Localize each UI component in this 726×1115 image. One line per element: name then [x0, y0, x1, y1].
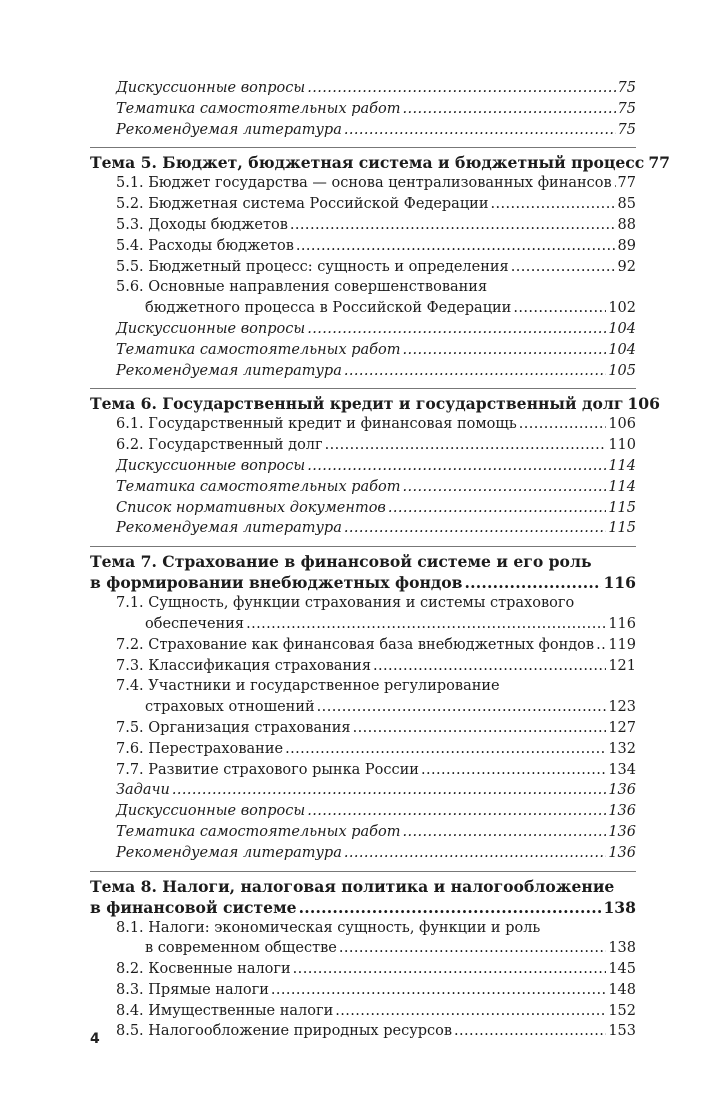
- dot-leader: [373, 656, 606, 677]
- dot-leader: [307, 801, 606, 822]
- dot-leader: [596, 635, 606, 656]
- entry-title: 7.4. Участники и государственное регулирование: [116, 678, 500, 695]
- entry-page: 132: [608, 740, 636, 757]
- entry-page: 88: [617, 216, 636, 233]
- topic-8: [90, 871, 636, 918]
- entry-title-cont: в современном обществе: [145, 940, 337, 957]
- dot-leader: [344, 120, 616, 141]
- entry-page: 114: [608, 457, 636, 474]
- toc-entry[interactable]: [90, 456, 636, 477]
- topic-8-sections: [90, 918, 636, 1043]
- page-number: 4: [90, 1031, 100, 1047]
- toc-entry[interactable]: [90, 822, 636, 843]
- entry-title: 6.1. Государственный кредит и финансовая помощь: [116, 416, 517, 433]
- entry-title: Тематика самостоятельных работ: [116, 100, 401, 117]
- entry-page: 75: [617, 80, 636, 96]
- toc-entry[interactable]: [90, 801, 636, 822]
- entry-page: 136: [608, 844, 636, 861]
- entry-page: 92: [617, 258, 636, 275]
- entry-title: 8.3. Прямые налоги: [116, 981, 269, 998]
- entry-title: 5.6. Основные направления совершенствования: [116, 279, 488, 296]
- entry-title: 7.2. Страхование как финансовая база внебюджетных фондов: [116, 636, 595, 653]
- topic-5-sections: [90, 173, 636, 381]
- table-of-contents: [90, 78, 671, 1042]
- dot-leader: [325, 435, 607, 456]
- toc-entry[interactable]: [90, 236, 636, 257]
- dot-leader: [307, 78, 615, 99]
- dot-leader: [344, 518, 606, 539]
- dot-leader: [344, 843, 606, 864]
- entry-page: 136: [608, 823, 636, 840]
- topic-page: 77: [648, 153, 671, 173]
- entry-page: 104: [608, 341, 636, 358]
- dot-leader: [271, 980, 606, 1001]
- topic-title[interactable]: Тема 7. Страхование в финансовой системе и его роль: [90, 552, 592, 572]
- entry-title: Рекомендуемая литература: [116, 844, 342, 861]
- entry-page: 116: [608, 615, 636, 632]
- entry-page: 105: [608, 362, 636, 379]
- topic-page: 138: [603, 897, 636, 917]
- entry-continuation: [116, 938, 636, 959]
- toc-entry[interactable]: [90, 718, 636, 739]
- toc-entry[interactable]: [90, 257, 636, 278]
- toc-entry[interactable]: [90, 194, 636, 215]
- topic-7: [90, 546, 636, 593]
- entry-page: 121: [608, 657, 636, 674]
- dot-leader: [299, 897, 602, 918]
- entry-page: 104: [608, 320, 636, 337]
- topic-title[interactable]: Тема 8. Налоги, налоговая политика и налогообложение: [90, 876, 615, 896]
- entry-title-cont: бюджетного процесса в Российской Федерации: [145, 300, 512, 317]
- entry-title: 7.1. Сущность, функции страхования и системы страхового: [116, 595, 575, 612]
- entry-page: 153: [608, 1023, 636, 1040]
- toc-entry-multiline[interactable]: [90, 593, 636, 635]
- toc-entry[interactable]: [90, 414, 636, 435]
- entry-page: 75: [617, 100, 636, 117]
- entry-title: Дискуссионные вопросы: [116, 803, 306, 820]
- toc-entry[interactable]: [90, 959, 636, 980]
- topic-6: [90, 388, 660, 414]
- entry-title: 5.1. Бюджет государства — основа централизованных финансов: [116, 175, 612, 192]
- topic-page: 106: [627, 394, 660, 414]
- entry-title: 8.5. Налогообложение природных ресурсов: [116, 1023, 453, 1040]
- entry-title: 7.5. Организация страхования: [116, 719, 351, 736]
- entry-title: 5.2. Бюджетная система Российской Федерации: [116, 196, 489, 213]
- dot-leader: [307, 456, 606, 477]
- entry-title: Список нормативных документов: [116, 499, 386, 516]
- entry-page: 77: [617, 175, 636, 192]
- entry-page: 152: [608, 1002, 636, 1019]
- entry-title: Тематика самостоятельных работ: [116, 823, 401, 840]
- toc-entry[interactable]: [90, 980, 636, 1001]
- toc-entry-multiline[interactable]: [90, 918, 636, 960]
- dot-leader: [335, 1001, 606, 1022]
- dot-leader: [317, 697, 607, 718]
- entry-title: Тематика самостоятельных работ: [116, 478, 401, 495]
- dot-leader: [519, 414, 607, 435]
- toc-entry[interactable]: [90, 477, 636, 498]
- toc-entry[interactable]: [90, 215, 636, 236]
- entry-title: Дискуссионные вопросы: [116, 457, 306, 474]
- entry-title: Рекомендуемая литература: [116, 121, 342, 138]
- entry-page: 136: [608, 803, 636, 820]
- entry-continuation: [116, 614, 636, 635]
- topic-title: Тема 6. Государственный кредит и государственный долг: [90, 394, 624, 414]
- dot-leader: [403, 340, 607, 361]
- entry-title: 7.3. Классификация страхования: [116, 657, 371, 674]
- entry-title: 7.7. Развитие страхового рынка России: [116, 761, 419, 778]
- entry-page: 89: [617, 237, 636, 254]
- entry-title: Дискуссионные вопросы: [116, 80, 306, 96]
- toc-entry-multiline[interactable]: [90, 676, 636, 718]
- topic-title: Тема 5. Бюджет, бюджетная система и бюджетный процесс: [90, 153, 645, 173]
- entry-title: Дискуссионные вопросы: [116, 320, 306, 337]
- entry-title: 6.2. Государственный долг: [116, 437, 323, 454]
- toc-entry[interactable]: [90, 435, 636, 456]
- toc-entry[interactable]: [90, 319, 636, 340]
- entry-title: Тематика самостоятельных работ: [116, 341, 401, 358]
- toc-entry[interactable]: [90, 760, 636, 781]
- entry-page: 85: [617, 196, 636, 213]
- entry-title: 8.2. Косвенные налоги: [116, 961, 291, 978]
- entry-title: 5.3. Доходы бюджетов: [116, 216, 288, 233]
- dot-leader: [344, 361, 606, 382]
- entry-title: 5.4. Расходы бюджетов: [116, 237, 294, 254]
- dot-leader: [290, 215, 616, 236]
- topic-page: 116: [603, 573, 636, 593]
- dot-leader: [513, 298, 606, 319]
- dot-leader: [285, 739, 606, 760]
- entry-title-cont: обеспечения: [145, 615, 245, 632]
- entry-page: 119: [608, 636, 636, 653]
- entry-page: 110: [608, 437, 636, 454]
- entry-title: Рекомендуемая литература: [116, 362, 342, 379]
- dot-leader: [388, 498, 606, 519]
- toc-entry[interactable]: [90, 656, 636, 677]
- entry-page: 138: [608, 940, 636, 957]
- entry-page: 123: [608, 699, 636, 716]
- dot-leader: [403, 99, 616, 120]
- topic-6-sections: [90, 414, 636, 539]
- topic-5: [90, 147, 671, 173]
- topic-heading[interactable]: [90, 897, 636, 918]
- previous-topic-extras: [90, 78, 636, 140]
- entry-page: 115: [608, 520, 636, 537]
- entry-title: 8.4. Имущественные налоги: [116, 1002, 334, 1019]
- entry-title: 8.1. Налоги: экономическая сущность, функции и роль: [116, 919, 541, 936]
- dot-leader: [465, 572, 602, 593]
- entry-page: 75: [617, 121, 636, 138]
- topic-7-sections: [90, 593, 636, 863]
- dot-leader: [296, 236, 616, 257]
- entry-title: Задачи: [116, 782, 170, 799]
- dot-leader: [454, 1021, 606, 1042]
- toc-entry[interactable]: [90, 361, 636, 382]
- entry-title: 5.5. Бюджетный процесс: сущность и определения: [116, 258, 509, 275]
- entry-continuation: [116, 697, 636, 718]
- entry-page: 115: [608, 499, 636, 516]
- entry-title: Рекомендуемая литература: [116, 520, 342, 537]
- toc-entry[interactable]: [90, 635, 636, 656]
- topic-heading[interactable]: [90, 152, 671, 173]
- toc-entry[interactable]: [90, 1001, 636, 1022]
- toc-entry[interactable]: [90, 498, 636, 519]
- dot-leader: [307, 319, 606, 340]
- toc-entry-multiline[interactable]: [90, 277, 636, 319]
- toc-entry[interactable]: [90, 78, 636, 99]
- entry-page: 106: [608, 416, 636, 433]
- entry-page: 136: [608, 782, 636, 799]
- dot-leader: [421, 760, 606, 781]
- toc-entry[interactable]: [90, 1021, 636, 1042]
- entry-page: 148: [608, 981, 636, 998]
- toc-entry[interactable]: [90, 173, 636, 194]
- toc-entry[interactable]: [90, 739, 636, 760]
- toc-entry[interactable]: [90, 780, 636, 801]
- entry-page: 114: [608, 478, 636, 495]
- entry-page: 145: [608, 961, 636, 978]
- topic-heading[interactable]: [90, 393, 660, 414]
- entry-page: 102: [608, 300, 636, 317]
- dot-leader: [511, 257, 616, 278]
- dot-leader: [353, 718, 607, 739]
- dot-leader: [293, 959, 607, 980]
- dot-leader: [172, 780, 606, 801]
- entry-continuation: [116, 298, 636, 319]
- dot-leader: [490, 194, 615, 215]
- dot-leader: [614, 173, 616, 194]
- dot-leader: [246, 614, 606, 635]
- topic-title-cont: в формировании внебюджетных фондов: [90, 573, 463, 593]
- dot-leader: [339, 938, 606, 959]
- toc-entry[interactable]: [90, 518, 636, 539]
- toc-entry[interactable]: [90, 120, 636, 141]
- dot-leader: [403, 477, 607, 498]
- toc-entry[interactable]: [90, 340, 636, 361]
- toc-entry[interactable]: [90, 99, 636, 120]
- entry-title-cont: страховых отношений: [145, 699, 315, 716]
- topic-title-cont: в финансовой системе: [90, 897, 297, 917]
- entry-title: 7.6. Перестрахование: [116, 740, 284, 757]
- toc-entry[interactable]: [90, 843, 636, 864]
- topic-heading[interactable]: [90, 572, 636, 593]
- dot-leader: [403, 822, 607, 843]
- entry-page: 134: [608, 761, 636, 778]
- entry-page: 127: [608, 719, 636, 736]
